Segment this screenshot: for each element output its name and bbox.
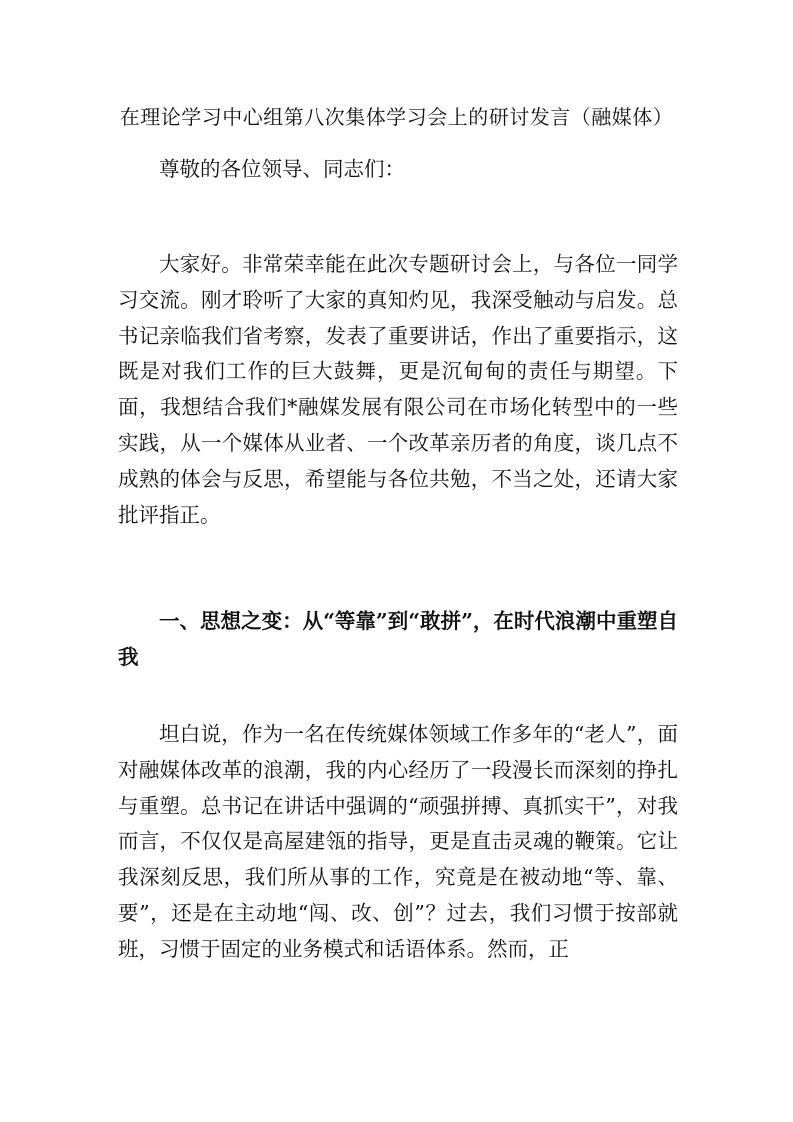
paragraph-intro: 大家好。非常荣幸能在此次专题研讨会上，与各位一同学习交流。刚才聆听了大家的真知灼见，我深受触动与启发。总书记亲临我们省考察，发表了重要讲话，作出了重要指示，这既是对我们工作的巨大鼓舞，更是沉甸甸的责任与期望。下面，我想结合我们*融媒发展有限公司在市场化转型中的一些实践，从一个媒体从业者、一个改革亲历者的角度，谈几点不成熟的体会与反思，希望能与各位共勉，不当之处，还请大家批评指正。 [118, 252, 678, 527]
greeting: 尊敬的各位领导、同志们： [159, 157, 405, 181]
paragraph-body: 坦白说，作为一名在传统媒体领域工作多年的“老人”，面对融媒体改革的浪潮，我的内心经历了一段漫长而深刻的挣扎与重塑。总书记在讲话中强调的“顽强拼搏、真抓实干”，对我而言，不仅仅是高屋建瓴的指导，更是直击灵魂的鞭策。它让我深刻反思，我们所从事的工作，究竟是在被动地“等、靠、要”，还是在主动地“闯、改、创”？过去，我们习惯于按部就班，习惯于固定的业务模式和话语体系。然而，正 [118, 722, 678, 961]
section-heading: 一、思想之变：从“等靠”到“敢拼”，在时代浪潮中重塑自我 [118, 609, 678, 669]
document-title: 在理论学习中心组第八次集体学习会上的研讨发言（融媒体） [119, 105, 674, 129]
